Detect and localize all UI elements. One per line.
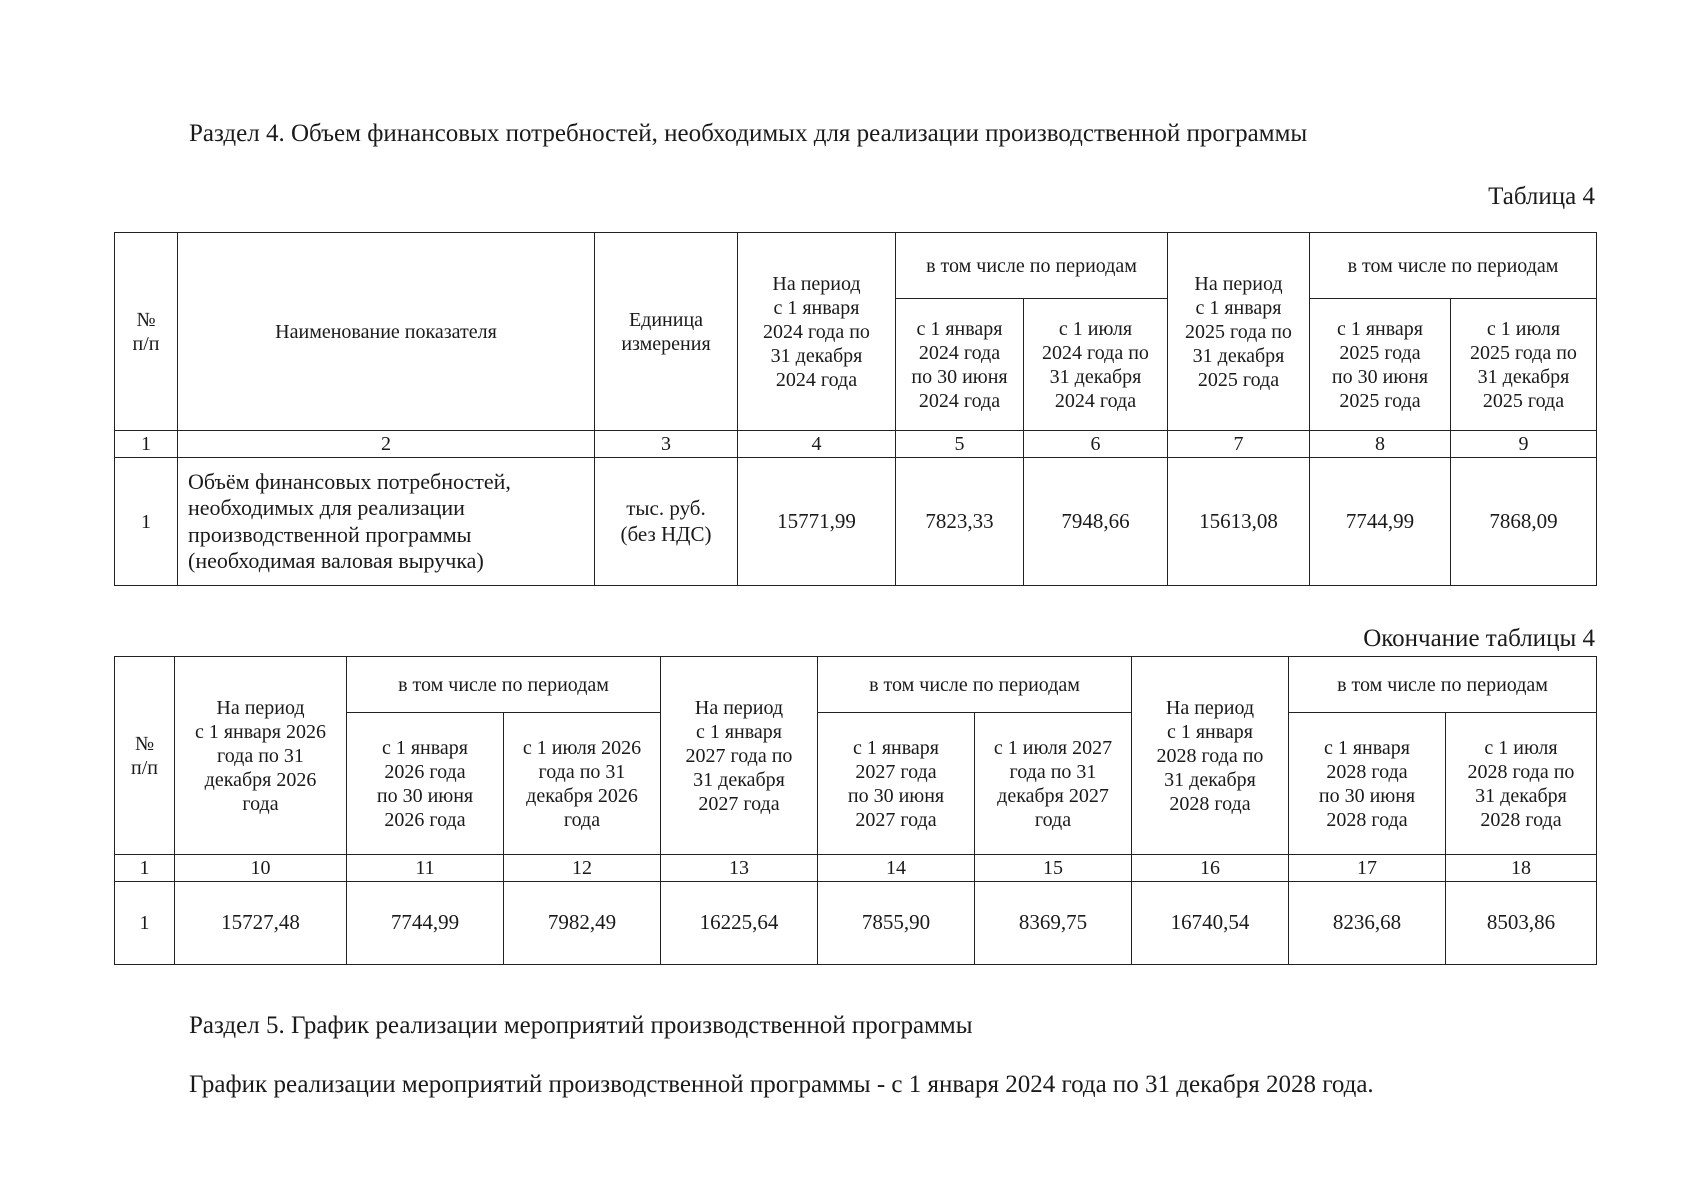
value-cell: 8236,68	[1289, 882, 1446, 965]
header-h2-2024: с 1 июля 2024 года по 31 декабря 2024 года	[1024, 299, 1168, 431]
header-period-2028: На период с 1 января 2028 года по 31 декабря 2028 года	[1132, 657, 1289, 855]
value-cell: 7855,90	[818, 882, 975, 965]
column-number: 6	[1024, 431, 1168, 458]
header-h1-2028: с 1 января 2028 года по 30 июня 2028 года	[1289, 713, 1446, 855]
value-cell: 8503,86	[1446, 882, 1597, 965]
header-unit: Единица измерения	[595, 233, 738, 431]
value-cell: 7744,99	[1310, 458, 1451, 586]
value-cell: 8369,75	[975, 882, 1132, 965]
value-cell: 15771,99	[738, 458, 896, 586]
value-cell: 15613,08	[1168, 458, 1310, 586]
row-unit: тыс. руб. (без НДС)	[595, 458, 738, 586]
section-4-title: Раздел 4. Объем финансовых потребностей, необходимых для реализации производственной программы	[189, 120, 1308, 147]
column-number: 15	[975, 855, 1132, 882]
header-h1-2027: с 1 января 2027 года по 30 июня 2027 года	[818, 713, 975, 855]
row-num: 1	[115, 882, 175, 965]
column-number: 9	[1451, 431, 1597, 458]
header-h2-2027: с 1 июля 2027 года по 31 декабря 2027 года	[975, 713, 1132, 855]
column-number: 3	[595, 431, 738, 458]
header-h2-2025: с 1 июля 2025 года по 31 декабря 2025 года	[1451, 299, 1597, 431]
value-cell: 16740,54	[1132, 882, 1289, 965]
column-number: 14	[818, 855, 975, 882]
value-cell: 7823,33	[896, 458, 1024, 586]
column-number: 8	[1310, 431, 1451, 458]
column-number: 17	[1289, 855, 1446, 882]
column-number: 12	[504, 855, 661, 882]
column-number: 18	[1446, 855, 1597, 882]
value-cell: 16225,64	[661, 882, 818, 965]
column-number: 11	[347, 855, 504, 882]
row-name: Объём финансовых потребностей, необходимых для реализации производственной программы (необходимая валовая выручка)	[178, 458, 595, 586]
header-period-2027: На период с 1 января 2027 года по 31 декабря 2027 года	[661, 657, 818, 855]
value-cell: 7744,99	[347, 882, 504, 965]
header-h1-2025: с 1 января 2025 года по 30 июня 2025 года	[1310, 299, 1451, 431]
table-4	[114, 232, 1597, 586]
column-number: 7	[1168, 431, 1310, 458]
value-cell: 7868,09	[1451, 458, 1597, 586]
section-5-title: Раздел 5. График реализации мероприятий производственной программы	[189, 1012, 973, 1039]
column-number: 1	[115, 431, 178, 458]
header-h1-2026: с 1 января 2026 года по 30 июня 2026 года	[347, 713, 504, 855]
column-number: 10	[175, 855, 347, 882]
header-period-2024: На период с 1 января 2024 года по 31 декабря 2024 года	[738, 233, 896, 431]
section-5-text: График реализации мероприятий производственной программы - с 1 января 2024 года по 31 декабря 2028 года.	[189, 1071, 1374, 1098]
value-cell: 15727,48	[175, 882, 347, 965]
header-h2-2028: с 1 июля 2028 года по 31 декабря 2028 года	[1446, 713, 1597, 855]
value-cell: 7948,66	[1024, 458, 1168, 586]
column-number: 4	[738, 431, 896, 458]
header-incl-2026: в том числе по периодам	[347, 657, 661, 713]
header-incl-2024: в том числе по периодам	[896, 233, 1168, 299]
header-name: Наименование показателя	[178, 233, 595, 431]
column-number: 2	[178, 431, 595, 458]
table-row	[115, 458, 1597, 586]
header-incl-2028: в том числе по периодам	[1289, 657, 1597, 713]
column-number: 1	[115, 855, 175, 882]
header-h2-2026: с 1 июля 2026 года по 31 декабря 2026 года	[504, 713, 661, 855]
table-row	[115, 882, 1597, 965]
column-number: 16	[1132, 855, 1289, 882]
value-cell: 7982,49	[504, 882, 661, 965]
column-number: 5	[896, 431, 1024, 458]
table-4-caption: Таблица 4	[1488, 183, 1595, 210]
header-num: № п/п	[115, 233, 178, 431]
column-number: 13	[661, 855, 818, 882]
table-4-end	[114, 656, 1597, 965]
table-4-end-caption: Окончание таблицы 4	[1363, 625, 1595, 652]
header-h1-2024: с 1 января 2024 года по 30 июня 2024 года	[896, 299, 1024, 431]
header-period-2026: На период с 1 января 2026 года по 31 декабря 2026 года	[175, 657, 347, 855]
row-num: 1	[115, 458, 178, 586]
header-period-2025: На период с 1 января 2025 года по 31 декабря 2025 года	[1168, 233, 1310, 431]
header-incl-2027: в том числе по периодам	[818, 657, 1132, 713]
header-incl-2025: в том числе по периодам	[1310, 233, 1597, 299]
header-num: № п/п	[115, 657, 175, 855]
